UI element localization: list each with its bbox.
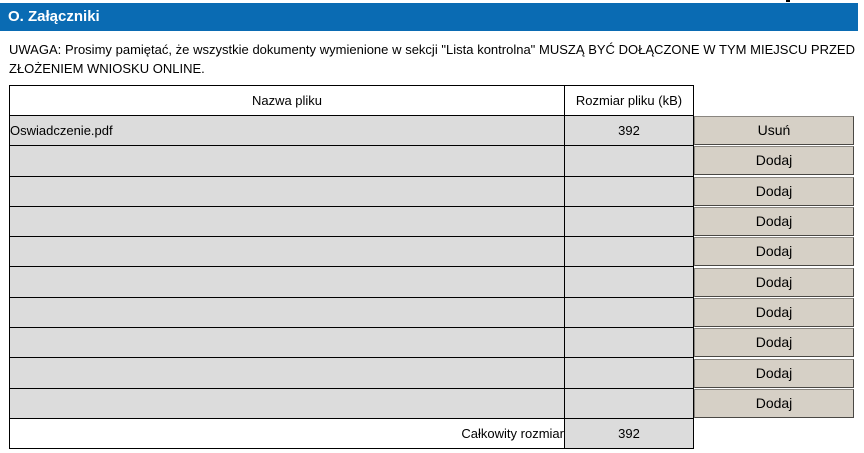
header-file-size: Rozmiar pliku (kB) [565, 86, 694, 116]
file-name-field[interactable] [10, 297, 565, 327]
add-file-button[interactable]: Dodaj [694, 298, 854, 327]
remove-file-button[interactable]: Usuń [694, 116, 854, 145]
table-row [10, 328, 856, 358]
file-size-field [565, 358, 694, 388]
file-name-field[interactable] [10, 388, 565, 418]
attachments-table [9, 85, 856, 449]
table-row [10, 146, 856, 176]
table-row [10, 176, 856, 206]
top-edge-mark [786, 0, 790, 2]
table-row [10, 206, 856, 236]
file-name-field[interactable] [10, 237, 565, 267]
file-name-field[interactable] [10, 358, 565, 388]
add-file-button[interactable]: Dodaj [694, 146, 854, 175]
file-size-field: 392 [565, 116, 694, 146]
file-size-field [565, 388, 694, 418]
header-file-name: Nazwa pliku [10, 86, 565, 116]
file-size-field [565, 146, 694, 176]
file-size-field [565, 206, 694, 236]
add-file-button[interactable]: Dodaj [694, 207, 854, 236]
table-row [10, 358, 856, 388]
add-file-button[interactable]: Dodaj [694, 328, 854, 357]
add-file-button[interactable]: Dodaj [694, 177, 854, 206]
add-file-button[interactable]: Dodaj [694, 389, 854, 418]
table-row [10, 237, 856, 267]
table-row [10, 116, 856, 146]
add-file-button[interactable]: Dodaj [694, 237, 854, 266]
total-row [10, 418, 856, 448]
total-row-spacer [694, 418, 856, 448]
attachments-notice: UWAGA: Prosimy pamiętać, że wszystkie dokumenty wymienione w sekcji "Lista kontrolna" MUSZĄ BYĆ DOŁĄCZONE W TYM MIEJSCU PRZED ZŁOŻENIEM WNIOSKU ONLINE. [9, 42, 855, 76]
file-size-field [565, 297, 694, 327]
file-size-field [565, 237, 694, 267]
add-file-button[interactable]: Dodaj [694, 268, 854, 297]
file-size-field [565, 267, 694, 297]
file-name-field[interactable] [10, 176, 565, 206]
file-name-field[interactable]: Oswiadczenie.pdf [10, 116, 565, 146]
section-title: O. Załączniki [0, 3, 858, 31]
file-size-field [565, 328, 694, 358]
file-name-field[interactable] [10, 267, 565, 297]
total-size-value: 392 [565, 418, 694, 448]
table-row [10, 297, 856, 327]
file-name-field[interactable] [10, 206, 565, 236]
table-row [10, 267, 856, 297]
file-name-field[interactable] [10, 328, 565, 358]
total-size-label: Całkowity rozmiar [10, 418, 565, 448]
file-name-field[interactable] [10, 146, 565, 176]
table-row [10, 388, 856, 418]
header-action-spacer [694, 86, 856, 116]
file-size-field [565, 176, 694, 206]
add-file-button[interactable]: Dodaj [694, 359, 854, 388]
